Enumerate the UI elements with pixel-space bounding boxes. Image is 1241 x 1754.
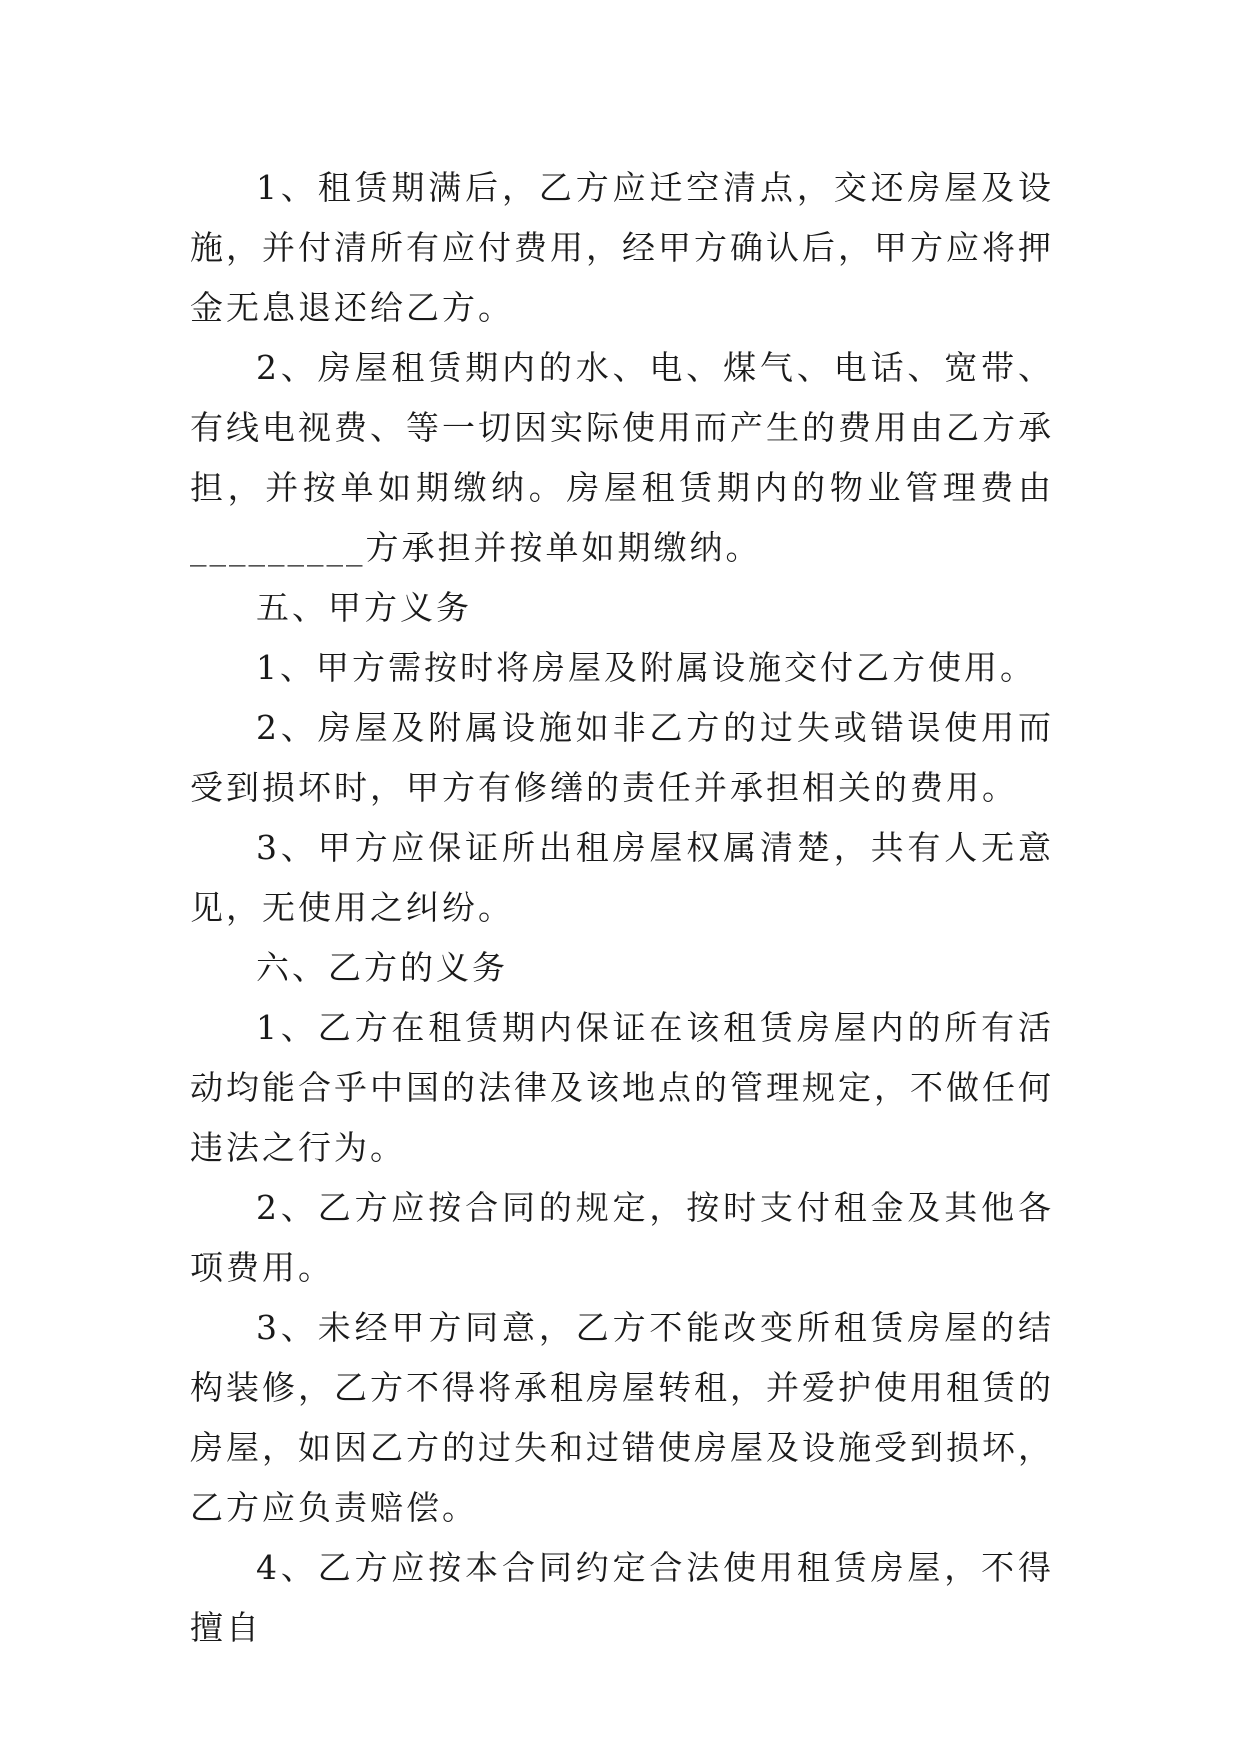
clause-b-pay-rent: 2、乙方应按合同的规定，按时支付租金及其他各项费用。 <box>190 1188 1054 1287</box>
section-heading-party-b-duties: 六、乙方的义务 <box>256 948 508 987</box>
document-body <box>190 158 1054 1658</box>
clause-a-deliver-premises: 1、甲方需按时将房屋及附属设施交付乙方使用。 <box>256 648 1036 687</box>
clause-b-lawful-use: 4、乙方应按本合同约定合法使用租赁房屋，不得擅自 <box>190 1548 1054 1647</box>
clause-return-deposit: 1、租赁期满后，乙方应迁空清点，交还房屋及设施，并付清所有应付费用，经甲方确认后，甲方应将押金无息退还给乙方。 <box>190 168 1054 327</box>
section-heading-party-a-duties: 五、甲方义务 <box>256 588 472 627</box>
clause-b-lawful-activity: 1、乙方在租赁期内保证在该租赁房屋内的所有活动均能合乎中国的法律及该地点的管理规定，不做任何违法之行为。 <box>190 1008 1054 1167</box>
clause-a-clear-title: 3、甲方应保证所出租房屋权属清楚，共有人无意见，无使用之纠纷。 <box>190 828 1054 927</box>
clause-utility-fees: 2、房屋租赁期内的水、电、煤气、电话、宽带、有线电视费、等一切因实际使用而产生的费用由乙方承担，并按单如期缴纳。房屋租赁期内的物业管理费由_________方承担并按单如期缴纳。 <box>190 348 1054 567</box>
clause-b-no-alteration: 3、未经甲方同意，乙方不能改变所租赁房屋的结构装修，乙方不得将承租房屋转租，并爱护使用租赁的房屋，如因乙方的过失和过错使房屋及设施受到损坏，乙方应负责赔偿。 <box>190 1308 1054 1527</box>
clause-a-repair-duty: 2、房屋及附属设施如非乙方的过失或错误使用而受到损坏时，甲方有修缮的责任并承担相关的费用。 <box>190 708 1054 807</box>
